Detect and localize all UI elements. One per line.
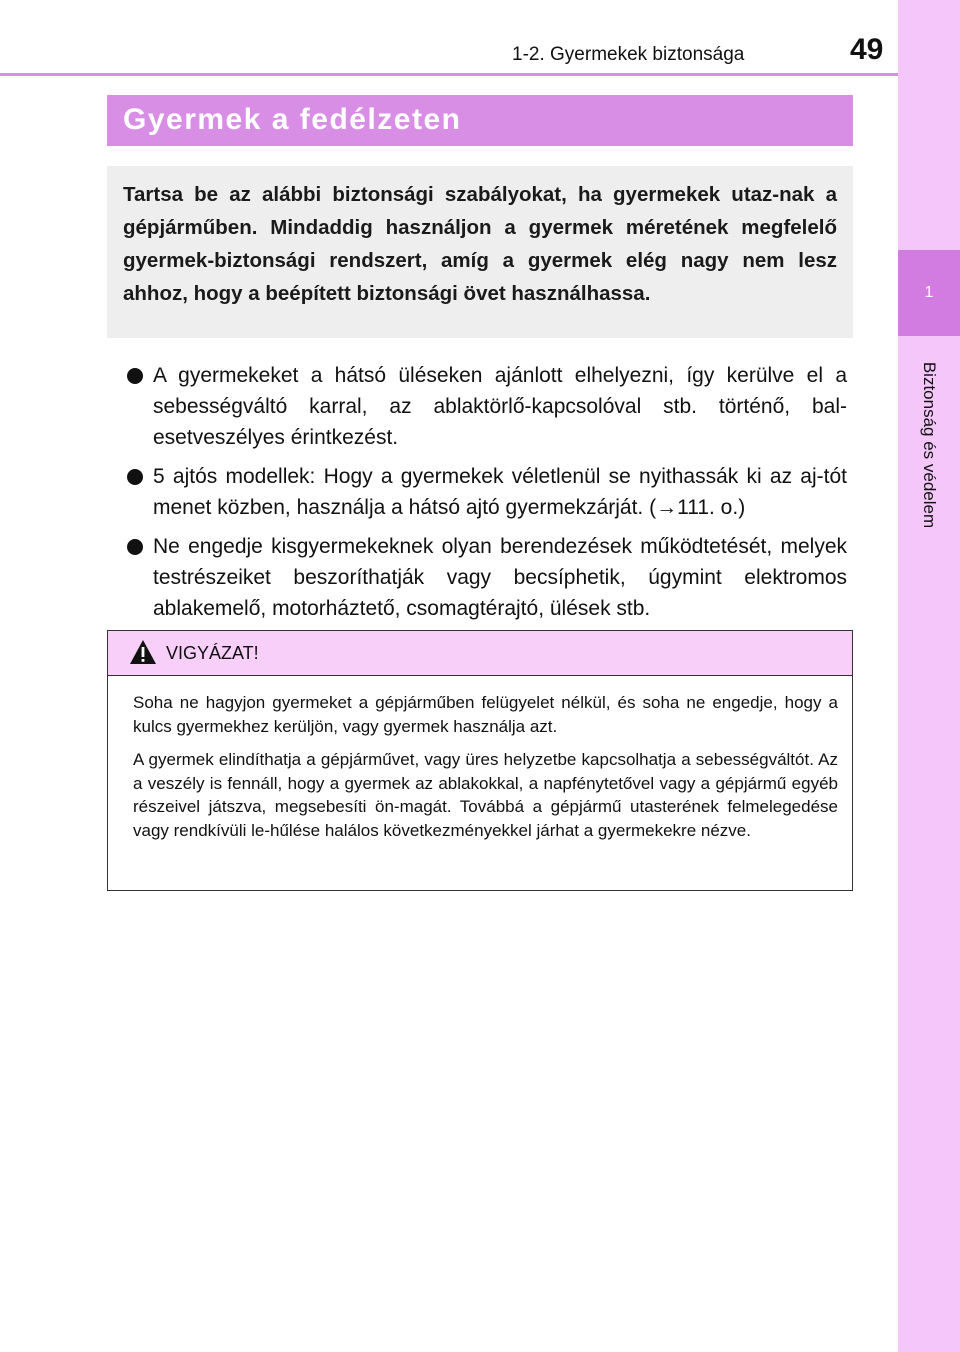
bullet-icon <box>127 368 143 384</box>
intro-box <box>107 166 853 338</box>
chapter-number-tab[interactable]: 1 <box>898 250 960 336</box>
intro-text: Tartsa be az alábbi biztonsági szabályokat, ha gyermekek utaz-nak a gépjárműben. Mindaddig használjon a gyermek méretének megfelelő gyermek-biztonsági rendszert, amíg a gyermek elég nagy nem lesz ahhoz, hogy a beépített biztonsági övet használhassa. <box>123 183 837 305</box>
warning-paragraph: Soha ne hagyjon gyermeket a gépjárműben felügyelet nélkül, és soha ne engedje, hogy a kulcs gyermekhez kerüljön, vagy gyermek használja azt. <box>133 693 838 736</box>
section-title: Gyermek a fedélzeten <box>123 103 462 136</box>
list-item <box>127 461 847 523</box>
list-item <box>127 360 847 453</box>
section-reference: 1-2. Gyermekek biztonsága <box>512 44 745 65</box>
warning-paragraph: A gyermek elindíthatja a gépjárművet, vagy üres helyzetbe kapcsolhatja a sebességváltót. Az a veszély is fennáll, hogy a gyermek az ablakokkal, a napfénytetővel vagy a gépjármű egyéb részeivel játszva, megsebesíti ön-magát. Továbbá a gépjármű utasterének felmelegedése vagy rendkívüli le-hűlése halálos következményekkel járhat a gyermekekre nézve. <box>133 750 838 840</box>
warning-body <box>133 691 838 852</box>
warning-triangle-icon <box>129 639 157 665</box>
chapter-title-label: Biztonság és védelem <box>920 361 939 529</box>
page-number: 49 <box>850 33 884 66</box>
chapter-side-tab[interactable] <box>898 0 960 1352</box>
list-item <box>127 531 847 624</box>
header-rule <box>0 73 898 76</box>
bullet-list <box>127 360 847 632</box>
warning-title: VIGYÁZAT! <box>166 643 259 663</box>
warning-box <box>107 630 853 891</box>
bullet-icon <box>127 469 143 485</box>
warning-header <box>108 631 852 676</box>
section-title-bar <box>107 95 853 146</box>
bullet-text: 5 ajtós modellek: Hogy a gyermekek véletlenül se nyithassák ki az aj-tót menet közben, használja a hátsó ajtó gyermekzárját. (→111. o.) <box>153 465 847 519</box>
bullet-text: A gyermekeket a hátsó üléseken ajánlott elhelyezni, így kerülve el a sebességváltó karral, az ablaktörlő-kapcsolóval stb. történő, bal-esetveszélyes érintkezést. <box>153 364 847 449</box>
bullet-icon <box>127 539 143 555</box>
bullet-text: Ne engedje kisgyermekeknek olyan berendezések működtetését, melyek testrészeiket beszoríthatják vagy becsíphetik, úgymint elektromos ablakemelő, motorháztető, csomagtérajtó, ülések stb. <box>153 535 847 620</box>
